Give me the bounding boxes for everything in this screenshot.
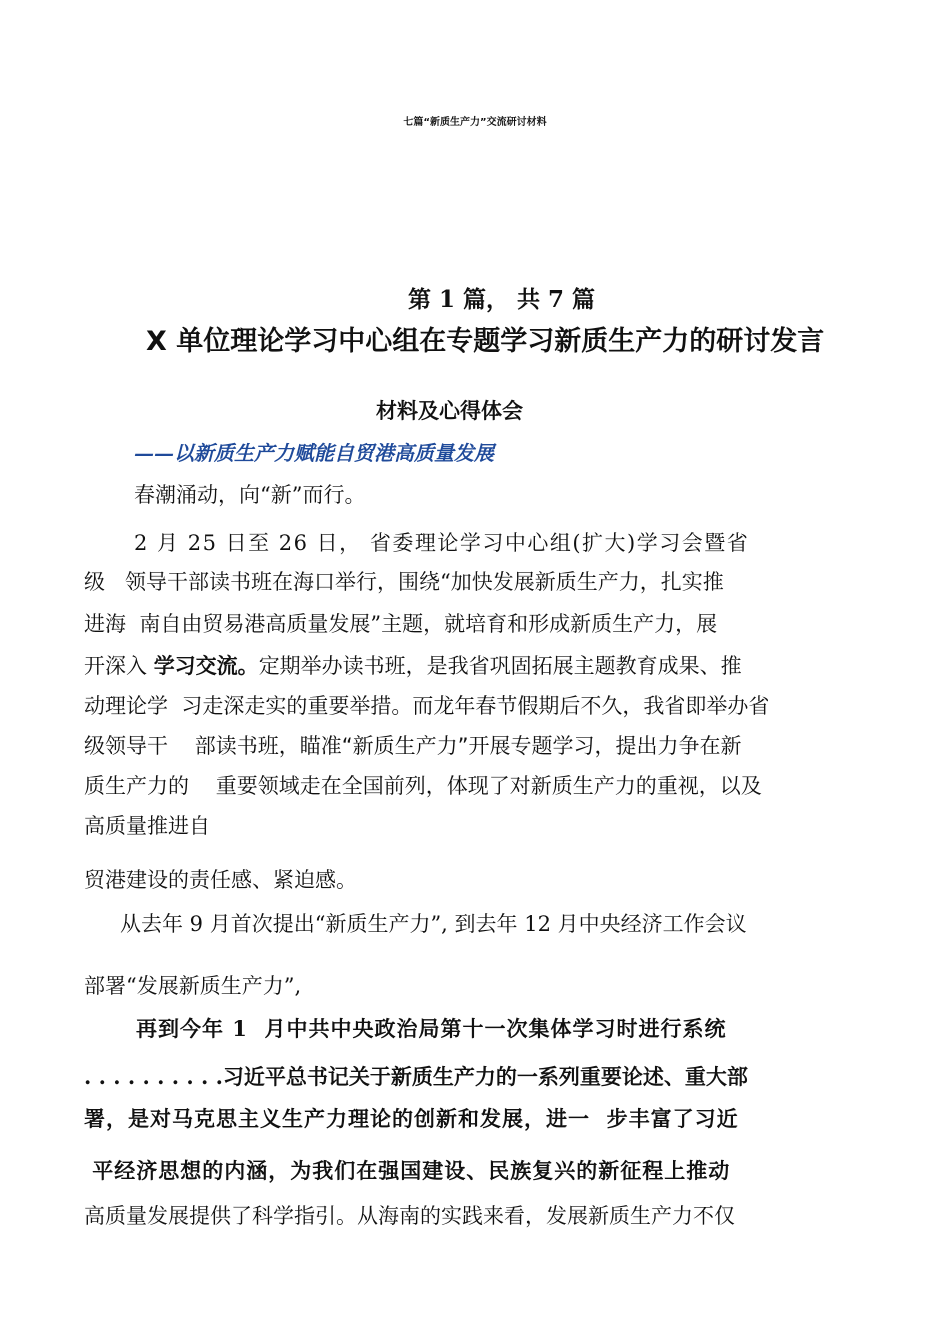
body-line: 部署“发展新质生产力”, bbox=[84, 974, 302, 998]
body-line-bold: 再到今年 1 月中共中央政治局第十一次集体学习时进行系统 bbox=[136, 1016, 727, 1041]
bold-phrase: 学习交流。 bbox=[153, 654, 259, 678]
body-line: 动理论学 习走深走实的重要举措。而龙年春节假期后不久，我省即举办省 bbox=[84, 694, 770, 718]
series-label: 第 1 篇， 共 7 篇 bbox=[408, 286, 596, 313]
body-line: 高质量推进自 bbox=[84, 814, 210, 838]
article-heading-continued: 材料及心得体会 bbox=[376, 398, 523, 423]
article-heading: X 单位理论学习中心组在专题学习新质生产力的研讨发言 bbox=[146, 326, 825, 357]
body-line: 级 领导干部读书班在海口举行，围绕“加快发展新质生产力，扎实推 bbox=[84, 570, 724, 594]
body-line bbox=[84, 656, 742, 677]
body-line: 从去年 9 月首次提出“新质生产力”, 到去年 12 月中央经济工作会议 bbox=[120, 912, 747, 936]
body-line: 贸港建设的责任感、紧迫感。 bbox=[84, 868, 357, 892]
article-subtitle: ——以新质生产力赋能自贸港高质量发展 bbox=[134, 441, 494, 465]
body-line: 2 月 25 日至 26 日， 省委理论学习中心组(扩大)学习会暨省 bbox=[134, 531, 750, 555]
body-line: 质生产力的 重要领域走在全国前列，体现了对新质生产力的重视，以及 bbox=[84, 774, 762, 798]
body-text: 定期举办读书班，是我省巩固拓展主题教育成果、推 bbox=[258, 654, 742, 678]
body-line-bold: 署，是对马克思主义生产力理论的创新和发展，进一 步丰富了习近 bbox=[84, 1106, 739, 1131]
body-line-bold: 平经济思想的内涵，为我们在强国建设、民族复兴的新征程上推动 bbox=[84, 1158, 731, 1183]
body-line: 进海 南自由贸易港高质量发展”主题，就培育和形成新质生产力，展 bbox=[84, 612, 718, 636]
body-line: 高质量发展提供了科学指引。从海南的实践来看，发展新质生产力不仅 bbox=[84, 1204, 735, 1228]
body-line: 级领导干 部读书班，瞄准“新质生产力”开展专题学习，提出力争在新 bbox=[84, 734, 742, 758]
intro-paragraph: 春潮涌动，向“新”而行。 bbox=[134, 483, 366, 507]
document-title: 七篇“新质生产力”交流研讨材料 bbox=[403, 117, 547, 128]
body-line-bold: . . . . . . . . . .习近平总书记关于新质生产力的一系列重要论述、重大部 bbox=[84, 1064, 748, 1089]
body-text: 开深入 bbox=[84, 654, 154, 678]
